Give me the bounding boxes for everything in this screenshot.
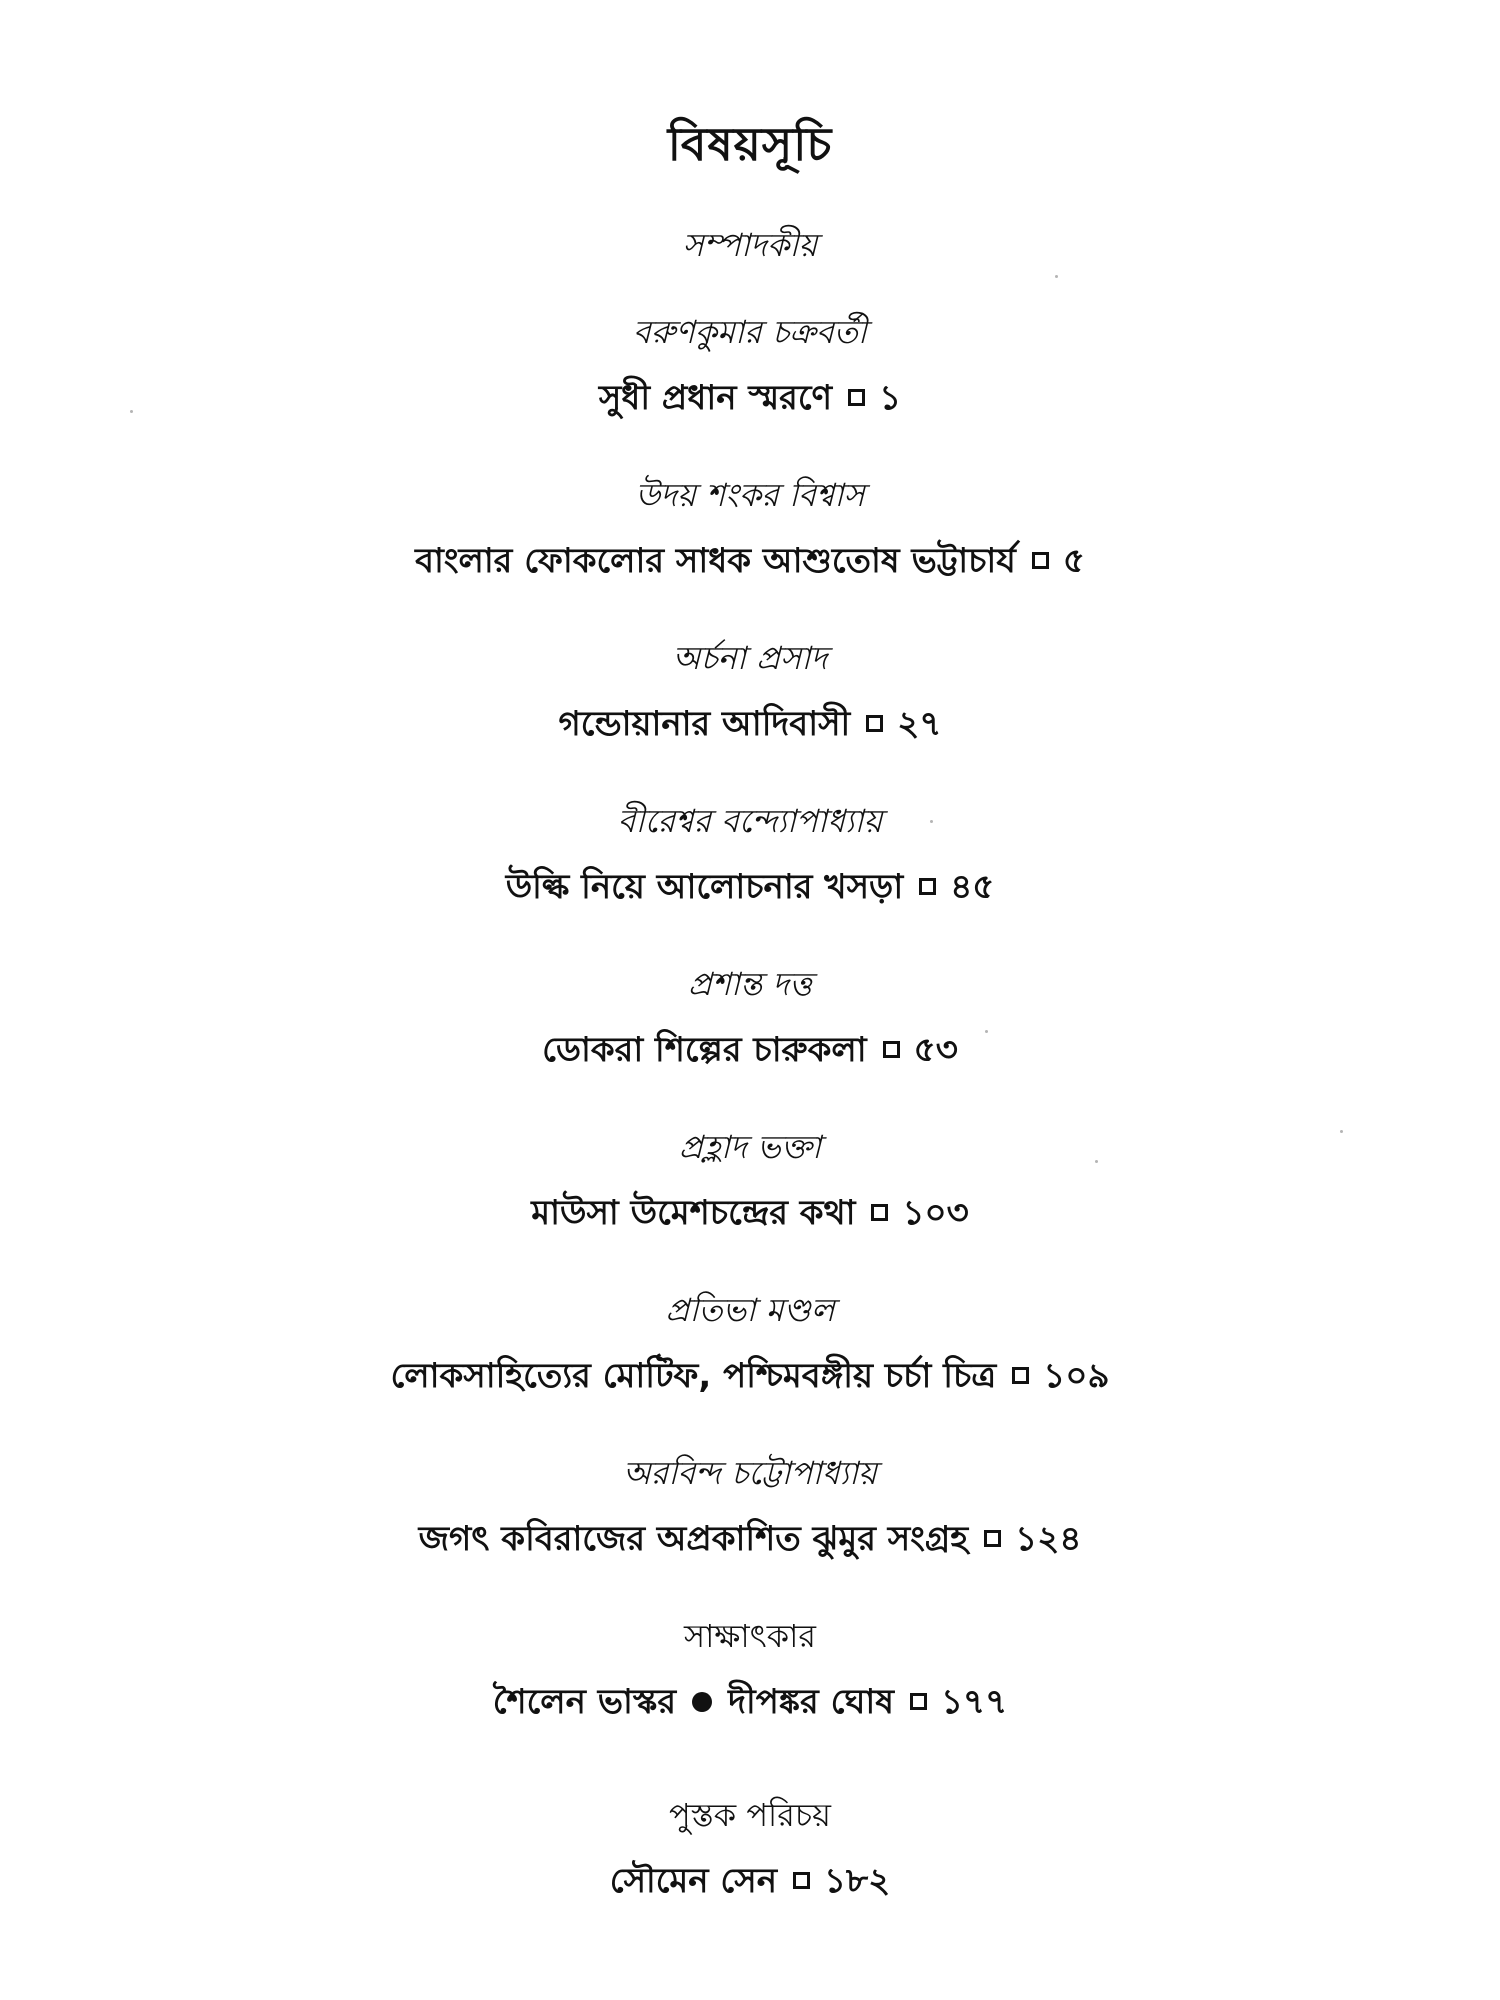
toc-entry [0,535,1500,592]
entry-title: লোকসাহিত্যের মোটিফ, পশ্চিমবঙ্গীয় চর্চা চিত্র [390,1356,997,1396]
entry-page-number: ১ [879,378,902,418]
toc-entry [0,1024,1500,1081]
entry-page-number: ৫৩ [913,1030,958,1070]
entry-author: বীরেশ্বর বন্দ্যোপাধ্যায় [617,802,883,840]
entry-author: বরুণকুমার চক্রবর্তী [633,313,867,351]
entry-page-number: ১৭৭ [941,1682,1008,1722]
box-separator-icon [919,878,936,895]
entry-title: মাউসা উমেশচন্দ্রের কথা [531,1193,856,1233]
book-review-label: পুস্তক পরিচয় [669,1796,831,1834]
toc-entry [0,861,1500,918]
entry-title: সুধী প্রধান স্মরণে [598,378,833,418]
entry-title: উল্কি নিয়ে আলোচনার খসড়া [505,867,904,907]
entry-title: বাংলার ফোকলোর সাধক আশুতোষ ভট্টাচার্য [415,541,1016,581]
toc-entry [0,1187,1500,1244]
interviewer-name: দীপঙ্কর ঘোষ [728,1682,894,1722]
box-separator-icon [871,1204,888,1221]
box-separator-icon [848,389,865,406]
toc-entry [0,1350,1500,1407]
box-separator-icon [1012,1367,1029,1384]
box-separator-icon [910,1693,927,1710]
entry-author: প্রহ্লাদ ভক্তা [678,1128,822,1166]
reviewer-name: সৌমেন সেন [609,1861,777,1901]
bullet-dot-icon [692,1692,712,1712]
page-title: বিষয়সূচি [667,117,833,171]
entry-author: অরবিন্দ চট্টোপাধ্যায় [622,1454,878,1492]
toc-entry [0,372,1500,429]
interviewee-name: শৈলেন ভাস্কর [492,1682,677,1722]
entry-title: ডোকরা শিল্পের চারুকলা [542,1030,867,1070]
box-separator-icon [984,1530,1001,1547]
entry-page-number: ২৭ [897,704,942,744]
toc-entry [0,698,1500,755]
entry-page-number: ১০৯ [1043,1356,1110,1396]
entry-page-number: ৪৫ [950,867,995,907]
entry-author: প্রতিভা মণ্ডল [665,1291,835,1329]
entry-title: গন্ডোয়ানার আদিবাসী [558,704,851,744]
entry-author: প্রশান্ত দত্ত [687,965,813,1003]
entry-title: জগৎ কবিরাজের অপ্রকাশিত ঝুমুর সংগ্রহ [418,1519,969,1559]
book-review-entry [0,1855,1500,1912]
entry-page-number: ৫ [1062,541,1085,581]
paper-speck [1055,275,1058,278]
entry-page-number: ১২৪ [1015,1519,1082,1559]
toc-entry [0,1513,1500,1570]
entry-author: উদয় শংকর বিশ্বাস [635,476,865,514]
entry-page-number: ১০৩ [902,1193,969,1233]
entry-page-number: ১৮২ [823,1861,891,1901]
entry-author: অর্চনা প্রসাদ [672,639,828,677]
interview-entry [0,1676,1500,1733]
box-separator-icon [883,1041,900,1058]
editorial-label: সম্পাদকীয় [682,226,818,264]
box-separator-icon [793,1872,810,1889]
box-separator-icon [1032,552,1049,569]
interview-label: সাক্ষাৎকার [684,1617,816,1655]
box-separator-icon [866,715,883,732]
